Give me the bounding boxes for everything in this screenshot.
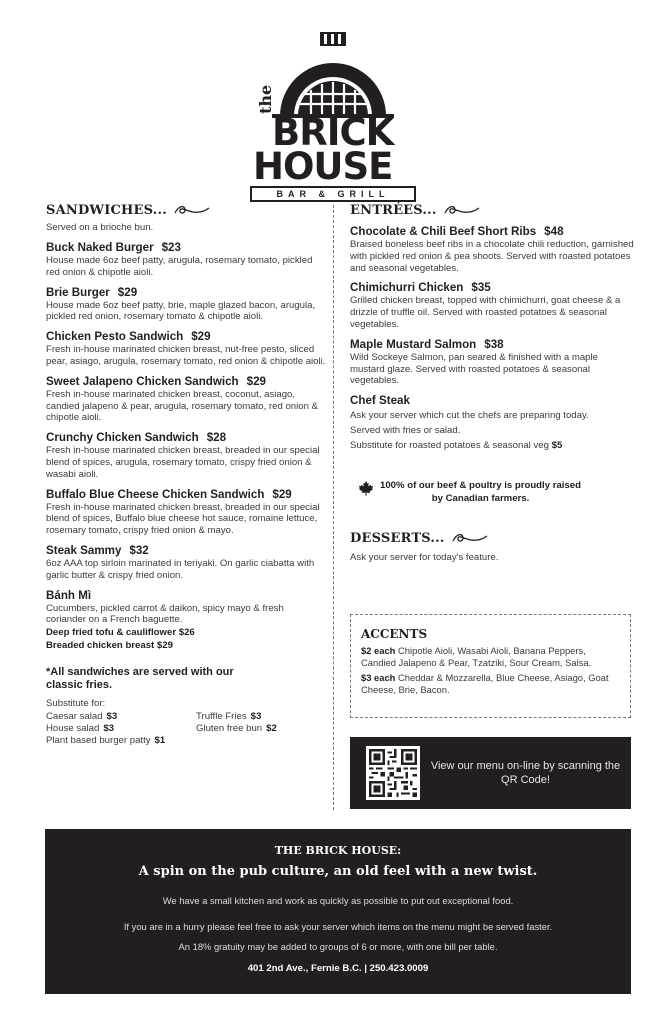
item-name: Chef Steak bbox=[350, 394, 410, 408]
item-description: Fresh in-house marinated chicken breast, breaded in our special blend of spices, arugula, rosemary tomato, crispy fried onion & wasabi aioli. bbox=[46, 445, 320, 480]
accents-line: $3 each Cheddar & Mozzarella, Blue Cheese, Asiago, Goat Cheese, Brie, Bacon. bbox=[361, 672, 609, 695]
substitute-option: House salad $3 bbox=[46, 723, 115, 735]
item-price: $29 bbox=[117, 285, 138, 299]
qr-code-panel bbox=[350, 737, 631, 809]
substitute-intro: Substitute for: bbox=[46, 698, 106, 710]
sandwiches-header bbox=[46, 203, 326, 218]
menu-item bbox=[46, 240, 326, 279]
item-description: Fresh in-house marinated chicken breast, nut-free pesto, sliced pear, asiago, arugula, rosemary tomato, red onion & chipotle aioli. bbox=[46, 344, 326, 367]
item-description: House made 6oz beef patty, arugula, rosemary tomato, pickled red onion & chipotle aioli. bbox=[46, 255, 313, 278]
item-price: $29 bbox=[246, 374, 266, 388]
menu-item bbox=[350, 280, 635, 330]
menu-item bbox=[350, 224, 635, 274]
sandwiches-title: SANDWICHES... bbox=[46, 203, 167, 218]
substitute-list bbox=[46, 711, 326, 746]
brick-house-logo bbox=[250, 30, 416, 199]
entrees-title: ENTRÉES... bbox=[350, 203, 437, 218]
menu-item bbox=[46, 543, 326, 582]
footer-panel bbox=[45, 829, 631, 994]
menu-item bbox=[46, 430, 326, 480]
item-name: Sweet Jalapeno Chicken Sandwich bbox=[46, 374, 239, 388]
footer-text: If you are in a hurry please feel free to ask your server which items on the menu might be served faster. bbox=[123, 921, 553, 932]
column-divider bbox=[333, 205, 334, 810]
footer-text: An 18% gratuity may be added to groups of 6 or more, with one bill per table. bbox=[178, 941, 498, 952]
substitute-option: Truffle Fries $3 bbox=[196, 711, 262, 723]
item-name: Chicken Pesto Sandwich bbox=[46, 330, 184, 344]
item-description: Grilled chicken breast, topped with chimichurri, goat cheese & a drizzle of truffle oil. Served with roasted potatoes & seasonal vegetables. bbox=[350, 295, 621, 330]
logo-tagline: BAR & GRILL bbox=[250, 186, 416, 202]
item-price: $23 bbox=[161, 241, 181, 254]
canadian-note-line: by Canadian farmers. bbox=[431, 493, 530, 505]
accents-line: $2 each Chipotle Aioli, Wasabi Aioli, Banana Peppers, Candied Jalapeno & Pear, Tzatziki, Sour Cream, Salsa. bbox=[361, 645, 592, 668]
item-price: $38 bbox=[484, 337, 504, 351]
item-price: $29 bbox=[272, 487, 292, 501]
logo-word-house: HOUSE bbox=[253, 145, 393, 188]
footer-text: We have a small kitchen and work as quickly as possible to put out exceptional food. bbox=[162, 895, 514, 906]
substitute-option: Plant based burger patty $1 bbox=[46, 735, 166, 747]
item-description: Wild Sockeye Salmon, pan seared & finished with a maple mustard glaze. Served with roasted potatoes & seasonal vegetables. bbox=[350, 351, 598, 387]
qr-code-text: View our menu on-line by scanning the QR Code! bbox=[430, 760, 621, 786]
item-description: Fresh in-house marinated chicken breast, coconut, asiago, candied jalapeno & pear, arugula, rosemary tomato, red onion & chipotle aioli. bbox=[46, 388, 318, 424]
menu-item bbox=[350, 393, 635, 453]
fries-note: *All sandwiches are served with our classic fries. bbox=[46, 666, 234, 692]
footer-tagline: A spin on the pub culture, an old feel with a new twist. bbox=[138, 864, 538, 879]
qr-code-icon[interactable] bbox=[366, 746, 420, 800]
desserts-header bbox=[350, 531, 635, 546]
canadian-farmers-note bbox=[358, 479, 635, 505]
desserts-text: Ask your server for today's feature. bbox=[350, 552, 499, 564]
swirl-ornament-icon bbox=[451, 533, 489, 545]
item-name: Crunchy Chicken Sandwich bbox=[46, 431, 199, 445]
item-name: Chocolate & Chili Beef Short Ribs bbox=[350, 225, 537, 238]
item-price: $35 bbox=[471, 281, 491, 295]
item-price: $29 bbox=[191, 330, 211, 344]
canadian-note-line: 100% of our beef & poultry is proudly raised bbox=[380, 480, 581, 492]
item-name: Brie Burger bbox=[46, 285, 110, 299]
item-name: Maple Mustard Salmon bbox=[350, 337, 477, 351]
item-price: $28 bbox=[206, 431, 227, 445]
sandwiches-section bbox=[46, 203, 326, 746]
item-description: Fresh in-house marinated chicken breast, breaded in our special blend of spices, Buffalo blue cheese hot sauce, romaine lettuce, rosemary tomato, crispy fried onion & mayo. bbox=[46, 501, 320, 537]
swirl-ornament-icon bbox=[443, 205, 481, 217]
footer-address: 401 2nd Ave., Fernie B.C. | 250.423.0009 bbox=[247, 963, 429, 974]
item-price: $48 bbox=[544, 225, 564, 238]
menu-item bbox=[46, 588, 326, 653]
maple-leaf-icon bbox=[358, 480, 374, 496]
menu-item bbox=[350, 337, 635, 387]
item-name: Buffalo Blue Cheese Chicken Sandwich bbox=[46, 487, 265, 501]
substitute-option: Caesar salad $3 bbox=[46, 711, 118, 723]
swirl-ornament-icon bbox=[173, 205, 211, 217]
item-description: 6oz AAA top sirloin marinated in teriyaki. On garlic ciabatta with garlic butter & crispy fried onion. bbox=[46, 557, 315, 581]
menu-item bbox=[46, 329, 326, 368]
entrees-header bbox=[350, 203, 635, 218]
logo-word-the: the bbox=[256, 84, 275, 114]
item-description: Ask your server which cut the chefs are preparing today. Served with fries or salad. Substitute for roasted potatoes & seasonal veg $5 bbox=[350, 410, 589, 452]
menu-item bbox=[46, 285, 326, 324]
item-name: Steak Sammy bbox=[46, 543, 122, 557]
sandwiches-intro: Served on a brioche bun. bbox=[46, 222, 154, 233]
desserts-title: DESSERTS... bbox=[350, 531, 445, 547]
footer-title: THE BRICK HOUSE: bbox=[274, 844, 402, 857]
banh-mi-option: Breaded chicken breast $29 bbox=[46, 640, 173, 652]
item-name: Bánh Mì bbox=[46, 588, 92, 602]
banh-mi-option: Deep fried tofu & cauliflower $26 bbox=[46, 627, 195, 639]
item-name: Chimichurri Chicken bbox=[350, 281, 464, 295]
item-description: House made 6oz beef patty, brie, maple glazed bacon, arugula, pickled red onion, rosemary tomato & chipotle aioli. bbox=[46, 299, 316, 323]
logo-word-brick: BRICK bbox=[272, 111, 394, 154]
entrees-section bbox=[350, 203, 635, 570]
item-description: Braised boneless beef ribs in a chocolate chili reduction, garnished with pickled red onion & pea shoots. Served with roasted potatoes and seasonal vegetables. bbox=[350, 239, 634, 274]
accents-title: ACCENTS bbox=[361, 627, 428, 641]
item-price: $32 bbox=[129, 543, 149, 557]
substitute-option: Gluten free bun $2 bbox=[196, 723, 277, 735]
menu-item bbox=[46, 487, 326, 537]
accents-box bbox=[350, 614, 631, 718]
desserts-section bbox=[350, 531, 635, 564]
item-name: Buck Naked Burger bbox=[46, 241, 154, 254]
item-description: Cucumbers, pickled carrot & daikon, spicy mayo & fresh coriander on a French baguette. bbox=[46, 602, 284, 626]
menu-item bbox=[46, 374, 326, 424]
